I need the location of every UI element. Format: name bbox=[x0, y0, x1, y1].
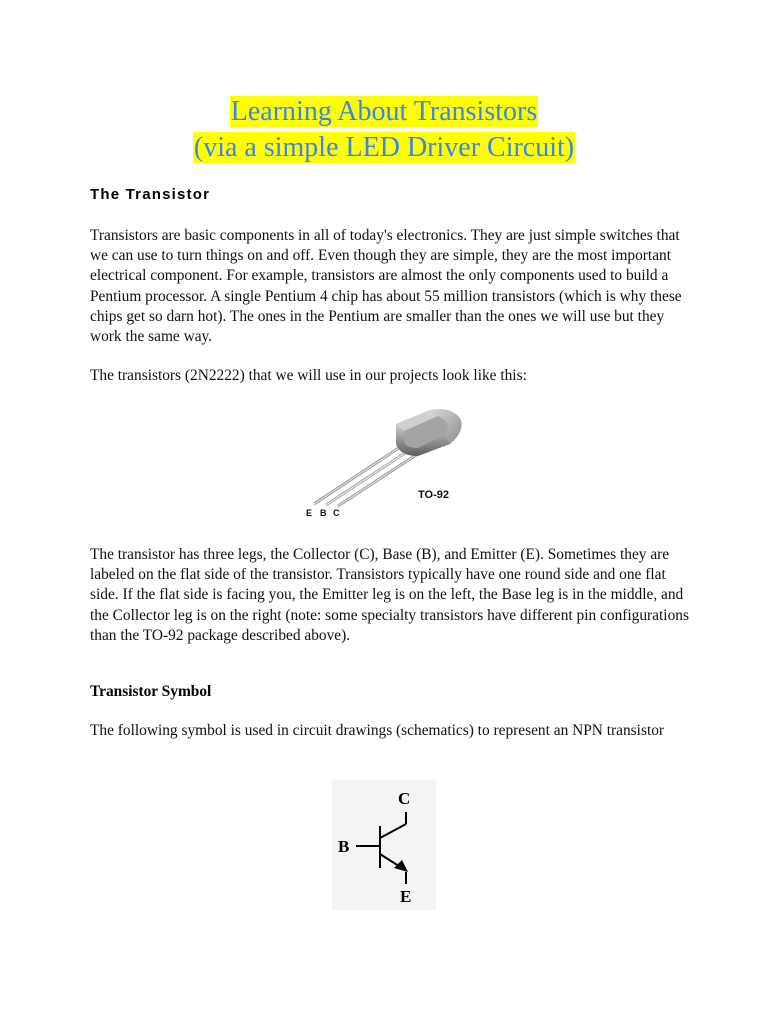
pin-label-e: E bbox=[306, 508, 313, 518]
emitter-arrow-icon bbox=[394, 860, 408, 872]
pin-label-b: B bbox=[320, 508, 327, 518]
transistor-body bbox=[396, 409, 462, 456]
package-label: TO-92 bbox=[418, 489, 449, 501]
base-label: B bbox=[338, 837, 350, 856]
transistor-symbol-heading: Transistor Symbol bbox=[90, 683, 212, 700]
pin-label-c: C bbox=[333, 508, 340, 518]
document-title bbox=[0, 94, 768, 166]
transistor-legs-paragraph: The transistor has three legs, the Collector (C), Base (B), and Emitter (E). Sometimes they are labeled on the flat side of the transistor. Transistors typically have one round side and one flat side. If the flat side is facing you, the Emitter leg is on the left, the Base leg is in the middle, and the Collector leg is on the right (note: some specialty transistors have different pin configurations than the TO-92 package described above). bbox=[90, 546, 689, 644]
transistor-model-paragraph: The transistors (2N2222) that we will use in our projects look like this: bbox=[90, 367, 527, 384]
npn-symbol-lines bbox=[356, 812, 406, 884]
npn-transistor-symbol bbox=[332, 780, 436, 910]
symbol-description-paragraph: The following symbol is used in circuit drawings (schematics) to represent an NPN transistor bbox=[90, 722, 665, 739]
collector-label: C bbox=[398, 789, 411, 808]
emitter-label: E bbox=[400, 887, 412, 906]
title-line-2: (via a simple LED Driver Circuit) bbox=[193, 132, 575, 163]
title-line-1: Learning About Transistors bbox=[230, 96, 538, 127]
intro-paragraph: Transistors are basic components in all of today's electronics. They are just simple switches that we can use to turn things on and off. Even though they are simple, they are the most important electrical component. For example, transistors are almost the only components used to build a Pentium processor. A single Pentium 4 chip has about 55 million transistors (which is why these chips get so darn hot). The ones in the Pentium are smaller than the ones we will use but they work the same way. bbox=[90, 227, 682, 346]
section-heading-transistor: The Transistor bbox=[90, 186, 211, 203]
to92-transistor-image bbox=[300, 404, 480, 522]
